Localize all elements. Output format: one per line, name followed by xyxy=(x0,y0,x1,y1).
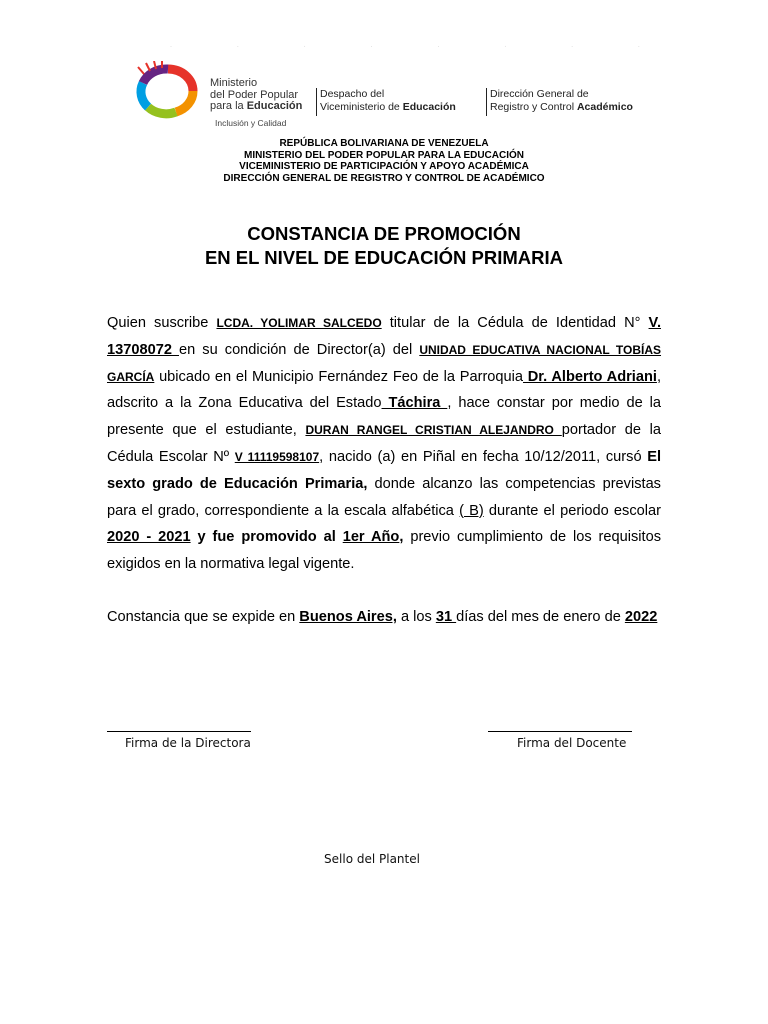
header-dots: · · · · · · · · xyxy=(170,44,640,50)
divider xyxy=(486,88,487,116)
certificate-body: Quien suscribe LCDA. YOLIMAR SALCEDO titular de la Cédula de Identidad N° V. 13708072 en su condición de Director(a) del UNIDAD EDUCATIVA NACIONAL TOBÍAS GARCÍA ubicado en el Municipio Fernández Feo de la Parroquia Dr. Alberto Adriani, adscrito a la Zona Educativa del Estado Táchira , hace constar por medio de la presente que el estudiante, DURAN RANGEL CRISTIAN ALEJANDRO portador de la Cédula Escolar Nº V 11119598107, nacido (a) en Piñal en fecha 10/12/2011, cursó El sexto grado de Educación Primaria, donde alcanzo las competencias previstas para el grado, correspondiente a la escala alfabética ( B) durante el periodo escolar 2020 - 2021 y fue promovido al 1er Año, previo cumplimiento de los requisitos exigidos en la normativa legal vigente. xyxy=(107,315,662,573)
year: 2022 xyxy=(624,609,658,625)
school-name: UNIDAD EDUCATIVA NACIONAL TOBÍAS GARCÍA xyxy=(107,342,662,384)
direccion-text: Dirección General de Registro y Control Académico xyxy=(490,88,633,113)
director-id: V. 13708072 xyxy=(107,315,661,358)
day: 31 xyxy=(435,609,457,625)
grado: El sexto grado de Educación Primaria, xyxy=(107,448,662,492)
body-tail: previo cumplimiento de los requisitos exigidos en la normativa legal vigente. xyxy=(107,529,662,573)
divider xyxy=(316,88,317,116)
city: Buenos Aires, xyxy=(299,609,397,625)
escala: ( B) xyxy=(459,502,484,519)
estado: Táchira xyxy=(381,395,448,412)
despacho-text: Despacho del Viceministerio de Educación xyxy=(320,88,456,113)
ministerio-text: Ministerio del Poder Popular para la Educación xyxy=(210,77,303,112)
letterhead xyxy=(128,58,668,133)
cedula-escolar: V 11119598107 xyxy=(234,449,320,464)
periodo: 2020 - 2021 xyxy=(107,529,191,546)
signature-line-docente xyxy=(488,731,632,732)
inclusion-tagline: Inclusión y Calidad xyxy=(215,118,287,128)
signature-label-docente: Firma del Docente xyxy=(517,736,627,750)
student-name: DURAN RANGEL CRISTIAN ALEJANDRO xyxy=(305,423,562,438)
parroquia: Dr. Alberto Adriani xyxy=(523,368,657,385)
signature-label-directora: Firma de la Directora xyxy=(125,736,251,750)
sello-label: Sello del Plantel xyxy=(324,852,420,866)
director-name: LCDA. YOLIMAR SALCEDO xyxy=(216,316,382,330)
anio: 1er Año xyxy=(342,529,400,546)
signature-line-directora xyxy=(107,731,251,732)
closing-paragraph: Constancia que se expide en Buenos Aires, a los 31 días del mes de enero de 2022 xyxy=(107,609,658,625)
document-title: CONSTANCIA DE PROMOCIÓN EN EL NIVEL DE EDUCACIÓN PRIMARIA xyxy=(204,223,564,268)
government-heading: REPÚBLICA BOLIVARIANA DE VENEZUELA MINISTERIO DEL PODER POPULAR PARA LA EDUCACIÓN VICEMINISTERIO DE PARTICIPACIÓN Y APOYO ACADÉMICA DIRECCIÓN GENERAL DE REGISTRO Y CONTROL DE ACADÉMICO xyxy=(223,138,545,184)
ministry-logo-icon xyxy=(128,61,208,121)
